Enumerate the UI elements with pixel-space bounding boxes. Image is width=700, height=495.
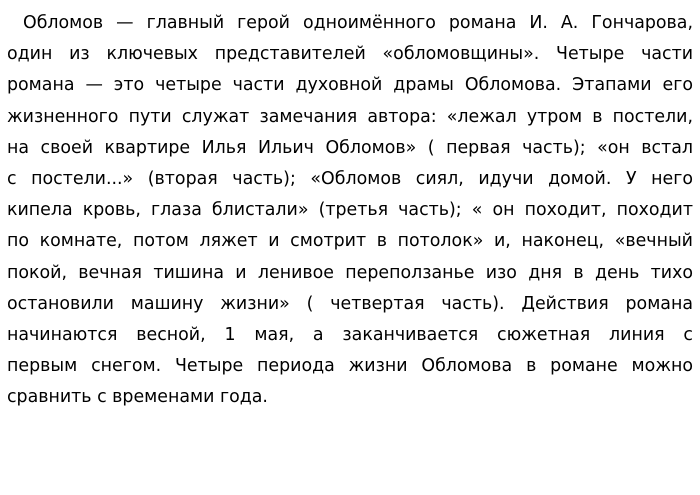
text-line: один из ключевых представителей «обломовщины». Четыре части bbox=[7, 44, 693, 65]
text-line: первым снегом. Четыре периода жизни Обломова в романе можно bbox=[7, 356, 693, 377]
text-paragraph bbox=[7, 8, 693, 413]
text-line: с постели...» (вторая часть); «Обломов сиял, идучи домой. У него bbox=[7, 168, 693, 189]
text-line: романа — это четыре части духовной драмы Обломова. Этапами его bbox=[7, 75, 693, 96]
text-line: Обломов — главный герой одноимённого романа И. А. Гончарова, bbox=[23, 13, 693, 33]
text-line: по комнате, потом ляжет и смотрит в потолок» и, наконец, «вечный bbox=[7, 231, 693, 252]
text-line: сравнить с временами года. bbox=[7, 387, 268, 408]
text-line: остановили машину жизни» ( четвертая часть). Действия романа bbox=[7, 293, 693, 314]
text-line: начинаются весной, 1 мая, а заканчивается сюжетная линия с bbox=[7, 324, 693, 345]
text-line: кипела кровь, глаза блистали» (третья часть); « он походит, походит bbox=[7, 200, 693, 221]
text-line: на своей квартире Илья Ильич Обломов» ( первая часть); «он встал bbox=[7, 137, 693, 158]
text-line: жизненного пути служат замечания автора: «лежал утром в постели, bbox=[7, 106, 693, 127]
document-body bbox=[7, 8, 693, 413]
text-line: покой, вечная тишина и ленивое переползанье изо дня в день тихо bbox=[7, 262, 693, 283]
